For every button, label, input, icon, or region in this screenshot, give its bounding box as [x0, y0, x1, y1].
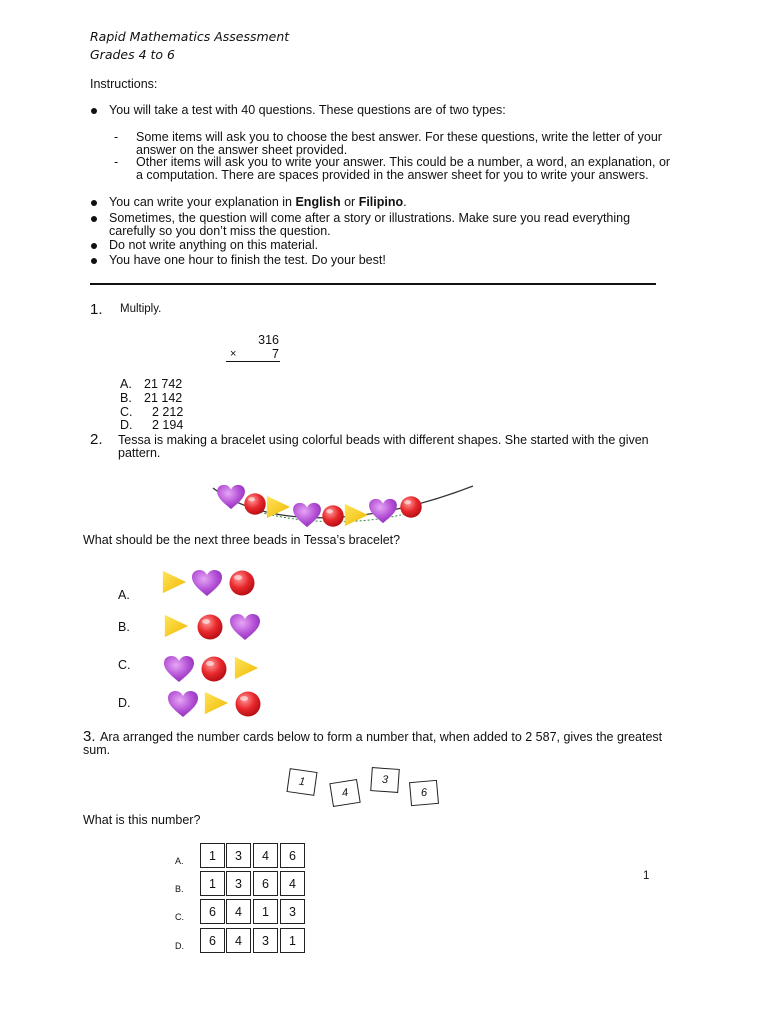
- digit-box: 1: [253, 899, 278, 924]
- section-divider: [90, 283, 656, 285]
- sub-choose-line2: answer on the answer sheet provided.: [136, 143, 348, 157]
- language-text: You can write your explanation in: [109, 195, 296, 209]
- triangle-bead-icon: [165, 615, 188, 637]
- circle-bead-icon: [230, 571, 255, 596]
- triangle-bead-icon: [163, 571, 186, 593]
- language-english: English: [295, 195, 341, 209]
- q2-prompt-line2: pattern.: [118, 446, 161, 460]
- q3-prompt-line2: sum.: [83, 743, 111, 757]
- sub-write-line2: a computation. There are spaces provided in the answer sheet for you to write your answers.: [136, 168, 649, 182]
- language-or: or: [340, 195, 359, 209]
- q2-option-b-beads[interactable]: [160, 610, 266, 642]
- number-card-3: 3: [370, 767, 400, 793]
- digit-box: 3: [226, 843, 251, 868]
- q3-option-d-label[interactable]: D.: [175, 941, 184, 951]
- instruction-bullet-intro: You will take a test with 40 questions. These questions are of two types:: [109, 103, 506, 117]
- circle-bead-icon: [202, 657, 227, 682]
- triangle-bead-icon: [235, 657, 258, 679]
- q1-option-a-value: 21 742: [144, 377, 183, 391]
- number-card-1: 1: [286, 768, 317, 796]
- bracelet-pattern-illustration: [205, 478, 480, 533]
- digit-box: 3: [280, 899, 305, 924]
- q1-option-b[interactable]: [120, 392, 132, 405]
- q2-option-b-label[interactable]: B.: [118, 620, 130, 634]
- q1-option-b-value: 21 142: [144, 391, 183, 405]
- page-number: 1: [643, 870, 650, 882]
- instruction-bullet-language: [109, 196, 407, 209]
- number-card-4: 4: [329, 779, 360, 807]
- bead-circle-3: [400, 496, 421, 517]
- instruction-bullet-read: [109, 212, 630, 238]
- language-filipino: Filipino: [358, 195, 404, 209]
- heart-bead-icon: [192, 570, 222, 596]
- q1-option-a[interactable]: [120, 378, 132, 391]
- q2-option-a-label[interactable]: A.: [118, 588, 130, 602]
- digit-box: 4: [226, 899, 251, 924]
- language-period: .: [403, 195, 407, 209]
- instruction-sub-write: [136, 156, 670, 182]
- q2-option-d-beads[interactable]: [164, 687, 270, 719]
- q2-number: 2.: [90, 431, 103, 448]
- bead-circle-1: [244, 493, 265, 514]
- digit-box: 1: [200, 843, 225, 868]
- circle-bead-icon: [198, 615, 223, 640]
- q2-prompt: [118, 434, 649, 460]
- digit-box: 6: [280, 843, 305, 868]
- digit-box: 4: [226, 928, 251, 953]
- q1-number: 1.: [90, 301, 103, 318]
- q1-option-letter: A.: [120, 377, 132, 391]
- digit-box: 4: [253, 843, 278, 868]
- digit-box: 6: [200, 899, 225, 924]
- q2-option-c-beads[interactable]: [160, 652, 266, 684]
- q1-option-letter: B.: [120, 391, 132, 405]
- digit-box: 1: [280, 928, 305, 953]
- digit-box: 3: [226, 871, 251, 896]
- q1-option-d[interactable]: [120, 419, 133, 432]
- digit-box: 6: [200, 928, 225, 953]
- digit-box: 6: [253, 871, 278, 896]
- q2-question: What should be the next three beads in Tessa’s bracelet?: [83, 533, 401, 547]
- read-line2: carefully so you don’t miss the question.: [109, 224, 331, 238]
- sub-choose-line1: - Some items will ask you to choose the best answer. For these questions, write the letter of your: [136, 130, 662, 144]
- q1-prompt: Multiply.: [120, 303, 162, 315]
- bead-heart-1: [217, 485, 245, 509]
- instruction-bullet-no-write: Do not write anything on this material.: [109, 238, 319, 252]
- q1-option-letter: C.: [120, 405, 133, 419]
- read-line1: Sometimes, the question will come after a story or illustrations. Make sure you read everything: [109, 211, 631, 225]
- instruction-bullet-time: You have one hour to finish the test. Do your best!: [109, 253, 386, 267]
- q3-question: What is this number?: [83, 813, 201, 827]
- bead-heart-2: [293, 503, 321, 527]
- assessment-title: Rapid Mathematics Assessment: [90, 29, 290, 44]
- q1-option-c-value: 2 212: [152, 405, 184, 419]
- heart-bead-icon: [168, 691, 198, 717]
- instruction-sub-choose: [136, 131, 662, 157]
- q2-option-a-beads[interactable]: [158, 566, 264, 598]
- q2-prompt-line1: Tessa is making a bracelet using colorful beads with different shapes. She started with the given: [118, 433, 649, 447]
- q1-multiplicand: 316: [258, 333, 279, 347]
- q1-product-line: [226, 361, 280, 362]
- q1-option-d-value: 2 194: [152, 418, 184, 432]
- sub-write-line1: - Other items will ask you to write your answer. This could be a number, a word, an explanation, or: [136, 155, 671, 169]
- q3-option-a-label[interactable]: A.: [175, 856, 184, 866]
- bead-circle-2: [322, 505, 343, 526]
- q3-prompt-line1: Ara arranged the number cards below to form a number that, when added to 2 587, gives the greatest: [100, 730, 663, 744]
- q2-option-c-label[interactable]: C.: [118, 658, 131, 672]
- bead-triangle-2: [345, 504, 368, 526]
- digit-box: 3: [253, 928, 278, 953]
- q3-option-b-label[interactable]: B.: [175, 884, 184, 894]
- q3-prompt: [83, 731, 683, 757]
- q2-option-d-label[interactable]: D.: [118, 696, 131, 710]
- heart-bead-icon: [230, 614, 260, 640]
- q3-option-c-label[interactable]: C.: [175, 912, 184, 922]
- q3-number: 3.: [83, 728, 96, 745]
- instructions-label: Instructions:: [90, 77, 158, 91]
- digit-box: 1: [200, 871, 225, 896]
- heart-bead-icon: [164, 656, 194, 682]
- number-card-6: 6: [409, 780, 439, 806]
- q1-multiplier: 7: [272, 347, 279, 361]
- circle-bead-icon: [236, 692, 261, 717]
- q1-option-letter: D.: [120, 418, 133, 432]
- triangle-bead-icon: [205, 692, 228, 714]
- digit-box: 4: [280, 871, 305, 896]
- grade-level: Grades 4 to 6: [90, 47, 175, 62]
- q1-times-sign: ×: [230, 348, 237, 360]
